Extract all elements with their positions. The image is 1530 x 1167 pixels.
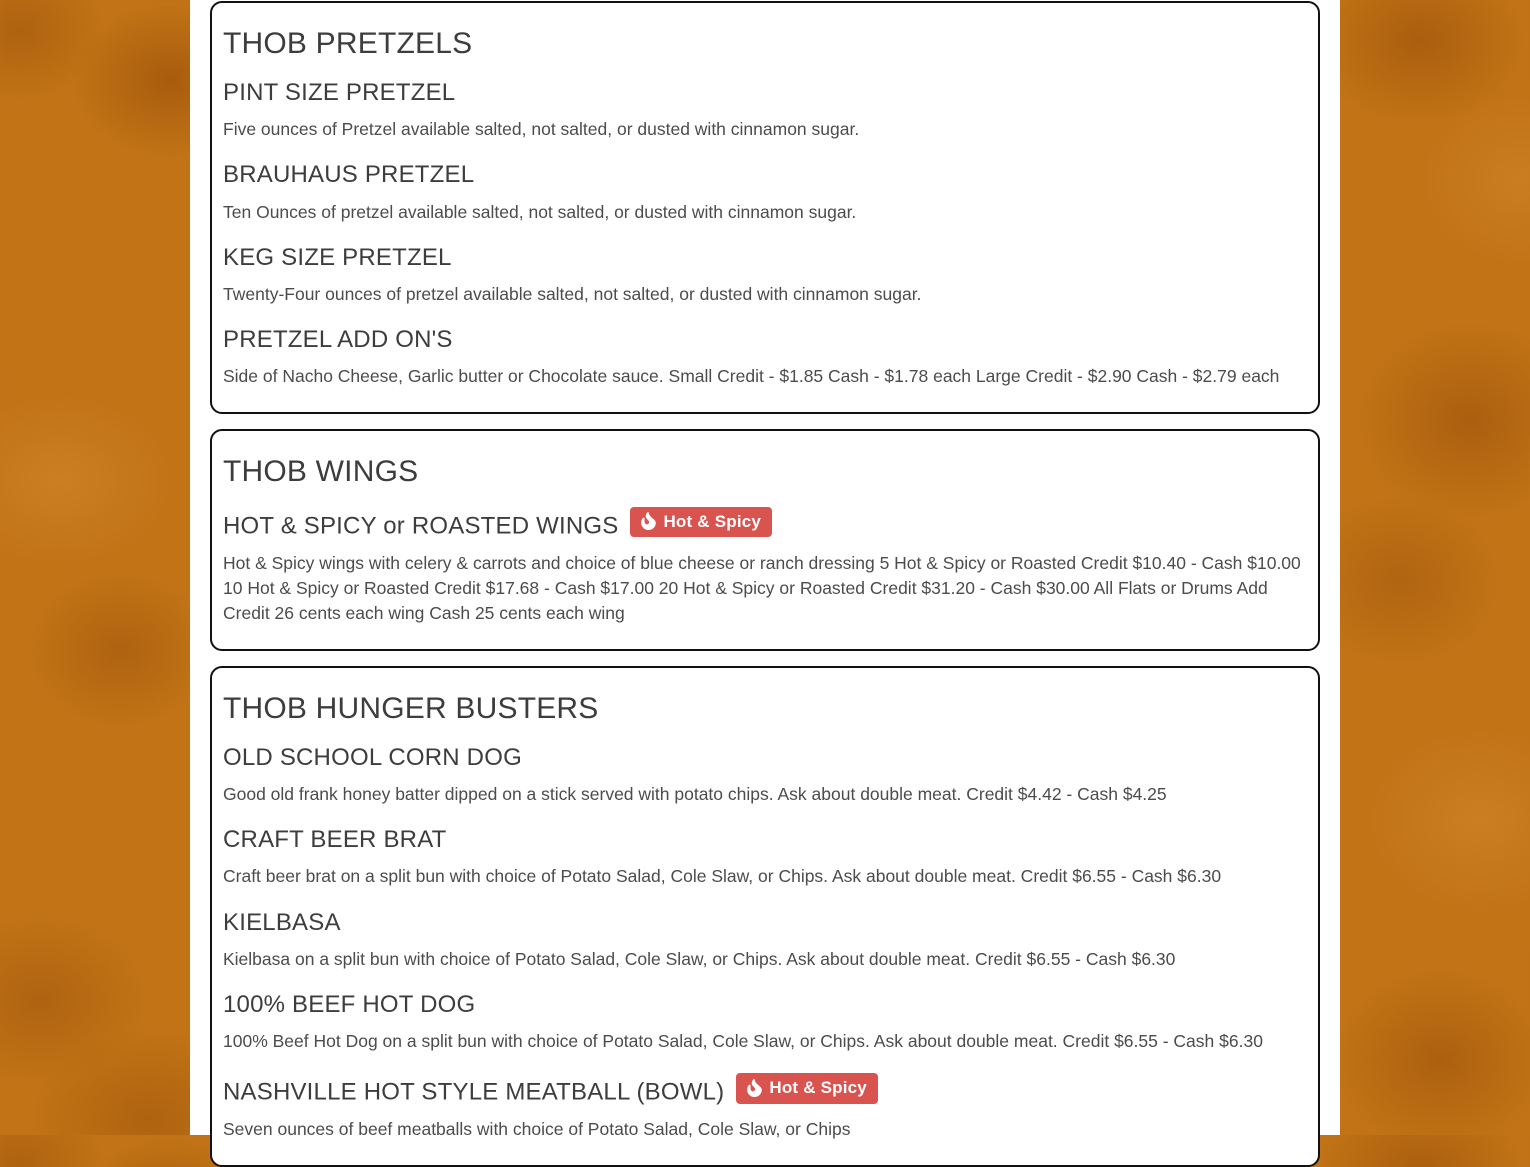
menu-item-description: Craft beer brat on a split bun with choice of Potato Salad, Cole Slaw, or Chips. Ask about double meat. Credit $6.55 - Cash $6.30 [223,866,1222,887]
menu-item-description: Seven ounces of beef meatballs with choice of Potato Salad, Cole Slaw, or Chips [223,1119,851,1140]
menu-item-label: CRAFT BEER BRAT [223,826,447,854]
hot-spicy-badge [630,507,772,537]
menu-item-name-old-school-corn-dog [223,744,1306,772]
menu-section-thob-hunger-busters [210,666,1320,1167]
section-title: THOB PRETZELS [223,27,473,60]
flame-icon [641,512,656,530]
menu-item-label: KEG SIZE PRETZEL [223,243,452,271]
menu-item-label: PRETZEL ADD ON'S [223,326,453,354]
menu-item-name-brauhaus-pretzel [223,161,1306,189]
menu-item-label: HOT & SPICY or ROASTED WINGS [223,512,619,540]
menu-item-description: Hot & Spicy wings with celery & carrots and choice of blue cheese or ranch dressing 5 Hot & Spicy or Roasted Credit $10.40 - Cash $10.00 10 Hot & Spicy or Roasted Credit $17.68 - Cash $17.00 20 Hot & Spicy or Roasted Credit $31.20 - Cash $30.00 All Flats or Drums Add Credit 26 cents each wing Cash 25 cents each wing [223,552,1301,624]
menu-item-name-keg-size-pretzel [223,244,1306,272]
menu-item-description: Five ounces of Pretzel available salted, not salted, or dusted with cinnamon sugar. [223,119,860,140]
menu-item-name-craft-beer-brat [223,826,1306,854]
hot-spicy-badge-label: Hot & Spicy [663,511,762,531]
menu-item-description: Ten Ounces of pretzel available salted, not salted, or dusted with cinnamon sugar. [223,201,857,222]
menu-item-name-pint-size-pretzel [223,79,1306,107]
section-title: THOB HUNGER BUSTERS [223,691,599,725]
menu-item-description: Good old frank honey batter dipped on a stick served with potato chips. Ask about double meat. Credit $4.42 - Cash $4.25 [223,783,1167,804]
menu-item-label: KIELBASA [223,908,341,936]
menu-item-name-nashville-hot-style-meatball-bowl [223,1073,1306,1107]
menu-item-name-pretzel-add-on-s [223,326,1306,354]
menu-item-name-hot-spicy-or-roasted-wings [223,507,1306,541]
menu-item-description: 100% Beef Hot Dog on a split bun with choice of Potato Salad, Cole Slaw, or Chips. Ask about double meat. Credit $6.55 - Cash $6.30 [223,1031,1263,1052]
menu-section-thob-wings [210,429,1320,651]
menu-item-description: Side of Nacho Cheese, Garlic butter or Chocolate sauce. Small Credit - $1.85 Cash - $1.78 each Large Credit - $2.90 Cash - $2.79 each [223,366,1280,387]
menu-item-name-100-beef-hot-dog [223,991,1306,1019]
flame-icon [747,1079,762,1097]
menu-item-name-kielbasa [223,909,1306,937]
menu-item-description: Kielbasa on a split bun with choice of Potato Salad, Cole Slaw, or Chips. Ask about double meat. Credit $6.55 - Cash $6.30 [223,948,1176,969]
content-strip [190,0,1340,1140]
hot-spicy-badge [736,1073,878,1103]
menu-item-label: OLD SCHOOL CORN DOG [223,743,522,771]
menu-sections [210,1,1320,1167]
section-title: THOB WINGS [223,454,419,488]
menu-section-thob-pretzels [210,1,1320,414]
menu-item-label: 100% BEEF HOT DOG [223,991,476,1018]
menu-item-label: PINT SIZE PRETZEL [223,79,456,106]
menu-item-label: BRAUHAUS PRETZEL [223,161,475,189]
menu-item-description: Twenty-Four ounces of pretzel available salted, not salted, or dusted with cinnamon sugar. [223,283,922,304]
menu-item-label: NASHVILLE HOT STYLE MEATBALL (BOWL) [223,1079,725,1107]
hot-spicy-badge-label: Hot & Spicy [769,1078,867,1098]
